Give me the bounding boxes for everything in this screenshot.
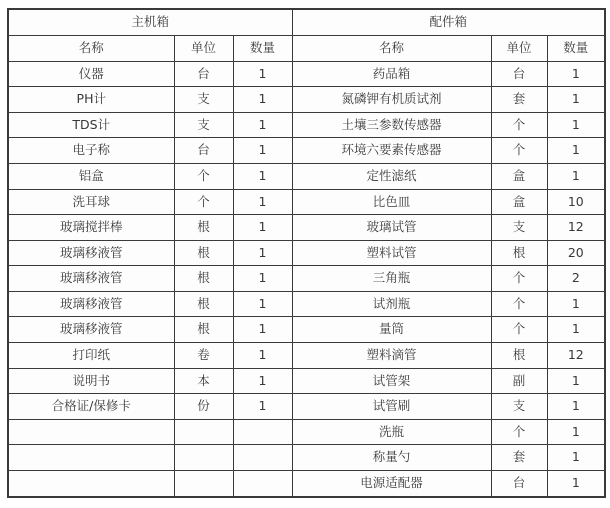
table-row: [8, 445, 605, 471]
table-row: [8, 61, 605, 87]
cell-unit: 份: [174, 394, 233, 420]
column-header-row: [8, 36, 605, 62]
cell-quantity: 1: [233, 87, 292, 113]
table-row: [8, 112, 605, 138]
cell-quantity: 1: [547, 445, 605, 471]
cell-item-name: 铝盒: [8, 163, 174, 189]
cell-item-name: 塑料滴管: [292, 342, 491, 368]
cell-unit: 支: [491, 394, 547, 420]
cell-quantity: 1: [547, 112, 605, 138]
table-row: [8, 291, 605, 317]
cell-item-name: [8, 419, 174, 445]
cell-item-name: 电子称: [8, 138, 174, 164]
cell-unit: 支: [174, 87, 233, 113]
cell-quantity: 1: [547, 470, 605, 497]
cell-quantity: 12: [547, 342, 605, 368]
table-row: [8, 470, 605, 497]
cell-quantity: 1: [233, 138, 292, 164]
cell-unit: 个: [491, 317, 547, 343]
cell-quantity: 1: [547, 87, 605, 113]
cell-quantity: 20: [547, 240, 605, 266]
cell-item-name: PH计: [8, 87, 174, 113]
cell-quantity: 1: [547, 368, 605, 394]
section-title-accessory-box: 配件箱: [292, 9, 605, 36]
cell-item-name: 试管刷: [292, 394, 491, 420]
table-row: [8, 189, 605, 215]
cell-quantity: 1: [547, 138, 605, 164]
cell-quantity: 1: [233, 163, 292, 189]
cell-item-name: 试剂瓶: [292, 291, 491, 317]
cell-item-name: 量筒: [292, 317, 491, 343]
cell-quantity: 1: [547, 317, 605, 343]
cell-quantity: 1: [233, 394, 292, 420]
cell-unit: 台: [174, 138, 233, 164]
cell-item-name: 称量勺: [292, 445, 491, 471]
cell-unit: 卷: [174, 342, 233, 368]
table-row: [8, 394, 605, 420]
header-name-main: 名称: [8, 36, 174, 62]
cell-item-name: 氮磷钾有机质试剂: [292, 87, 491, 113]
cell-quantity: 1: [233, 266, 292, 292]
cell-unit: 套: [491, 87, 547, 113]
cell-item-name: 玻璃移液管: [8, 291, 174, 317]
cell-quantity: 1: [233, 368, 292, 394]
cell-quantity: 1: [547, 394, 605, 420]
cell-item-name: 电源适配器: [292, 470, 491, 497]
cell-quantity: 1: [547, 163, 605, 189]
cell-item-name: 合格证/保修卡: [8, 394, 174, 420]
cell-unit: 台: [491, 61, 547, 87]
cell-item-name: 玻璃移液管: [8, 317, 174, 343]
table-row: [8, 419, 605, 445]
cell-quantity: 1: [233, 342, 292, 368]
cell-unit: 个: [491, 138, 547, 164]
cell-item-name: 玻璃移液管: [8, 240, 174, 266]
cell-quantity: 1: [233, 240, 292, 266]
cell-item-name: 三角瓶: [292, 266, 491, 292]
cell-unit: 支: [174, 112, 233, 138]
cell-unit: 个: [491, 419, 547, 445]
cell-unit: 支: [491, 215, 547, 241]
cell-quantity: [233, 445, 292, 471]
table-row: [8, 266, 605, 292]
cell-unit: [174, 419, 233, 445]
header-qty-main: 数量: [233, 36, 292, 62]
cell-quantity: 12: [547, 215, 605, 241]
cell-item-name: 比色皿: [292, 189, 491, 215]
cell-item-name: 洗耳球: [8, 189, 174, 215]
cell-item-name: [8, 470, 174, 497]
cell-unit: 根: [174, 240, 233, 266]
table-row: [8, 138, 605, 164]
cell-item-name: 塑料试管: [292, 240, 491, 266]
cell-item-name: 打印纸: [8, 342, 174, 368]
cell-quantity: 1: [233, 189, 292, 215]
table-row: [8, 87, 605, 113]
header-unit-accessory: 单位: [491, 36, 547, 62]
header-qty-accessory: 数量: [547, 36, 605, 62]
cell-unit: 台: [174, 61, 233, 87]
table-row: [8, 240, 605, 266]
cell-unit: 根: [491, 342, 547, 368]
cell-item-name: 试管架: [292, 368, 491, 394]
cell-quantity: 10: [547, 189, 605, 215]
cell-item-name: 玻璃移液管: [8, 266, 174, 292]
cell-unit: 根: [491, 240, 547, 266]
table-row: [8, 368, 605, 394]
cell-quantity: 1: [547, 61, 605, 87]
cell-quantity: 1: [233, 291, 292, 317]
cell-unit: 个: [174, 189, 233, 215]
cell-unit: 副: [491, 368, 547, 394]
section-title-main-box: 主机箱: [8, 9, 292, 36]
cell-unit: 个: [491, 291, 547, 317]
cell-unit: 个: [174, 163, 233, 189]
table-row: [8, 215, 605, 241]
cell-item-name: 说明书: [8, 368, 174, 394]
cell-unit: [174, 445, 233, 471]
cell-item-name: TDS计: [8, 112, 174, 138]
packing-list-table: [7, 8, 606, 498]
cell-unit: 盒: [491, 163, 547, 189]
cell-item-name: 洗瓶: [292, 419, 491, 445]
cell-quantity: 1: [547, 291, 605, 317]
cell-unit: [174, 470, 233, 497]
table-row: [8, 342, 605, 368]
table-row: [8, 317, 605, 343]
cell-unit: 根: [174, 215, 233, 241]
cell-unit: 根: [174, 291, 233, 317]
cell-quantity: 1: [233, 112, 292, 138]
cell-unit: 套: [491, 445, 547, 471]
cell-item-name: 仪器: [8, 61, 174, 87]
section-title-row: [8, 9, 605, 36]
cell-unit: 根: [174, 317, 233, 343]
table-row: [8, 163, 605, 189]
cell-unit: 盒: [491, 189, 547, 215]
table-body: [8, 9, 605, 497]
cell-unit: 台: [491, 470, 547, 497]
cell-item-name: 玻璃搅拌棒: [8, 215, 174, 241]
cell-quantity: [233, 470, 292, 497]
cell-quantity: 2: [547, 266, 605, 292]
cell-unit: 本: [174, 368, 233, 394]
header-unit-main: 单位: [174, 36, 233, 62]
header-name-accessory: 名称: [292, 36, 491, 62]
cell-quantity: 1: [233, 317, 292, 343]
cell-item-name: 环境六要素传感器: [292, 138, 491, 164]
cell-item-name: [8, 445, 174, 471]
cell-quantity: 1: [547, 419, 605, 445]
cell-item-name: 定性滤纸: [292, 163, 491, 189]
cell-unit: 个: [491, 112, 547, 138]
cell-item-name: 玻璃试管: [292, 215, 491, 241]
cell-unit: 个: [491, 266, 547, 292]
cell-quantity: 1: [233, 215, 292, 241]
cell-item-name: 土壤三参数传感器: [292, 112, 491, 138]
cell-item-name: 药品箱: [292, 61, 491, 87]
cell-quantity: 1: [233, 61, 292, 87]
cell-quantity: [233, 419, 292, 445]
cell-unit: 根: [174, 266, 233, 292]
